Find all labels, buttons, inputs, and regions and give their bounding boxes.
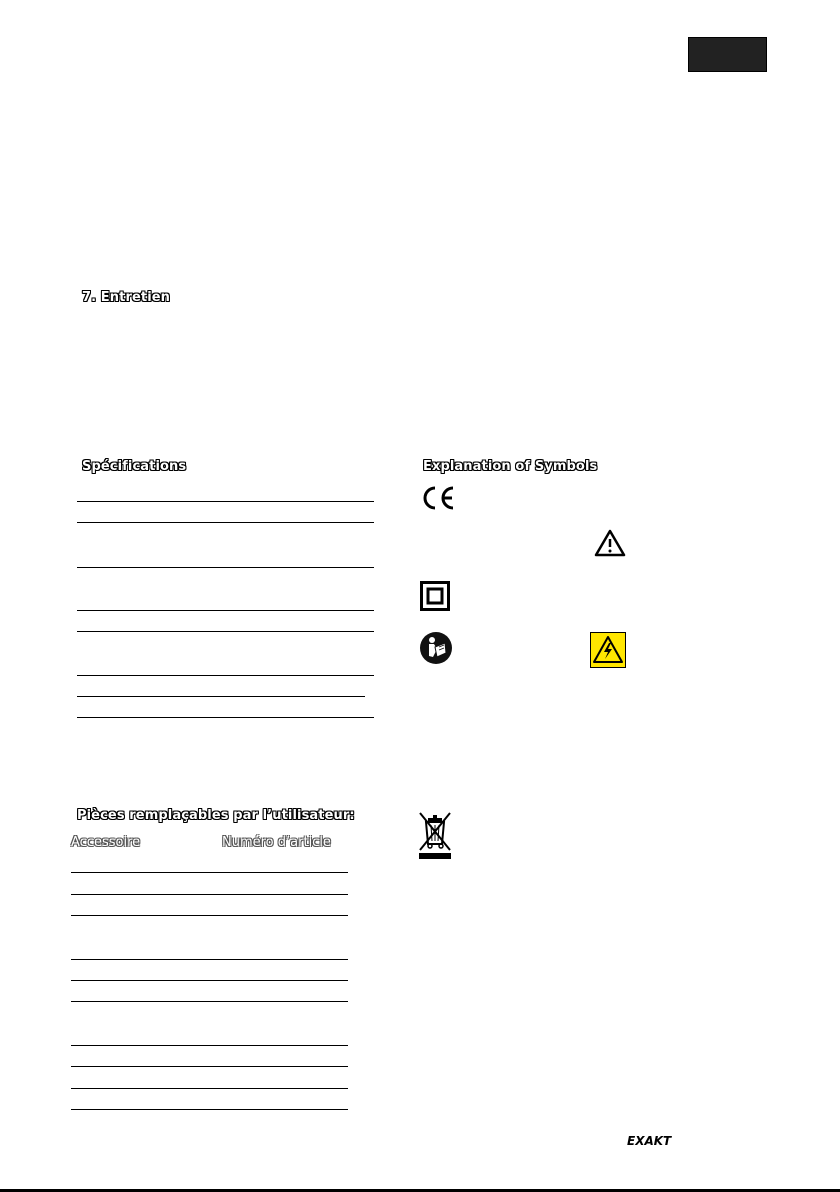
weee-bin-icon <box>417 810 453 860</box>
parts-row-line <box>71 959 348 960</box>
electric-hazard-icon <box>590 632 626 668</box>
specs-heading: Spécifications <box>82 459 187 474</box>
ce-mark-icon <box>419 484 457 512</box>
double-insulation-icon <box>420 581 451 611</box>
parts-row-line <box>71 1066 348 1067</box>
exakt-logo-icon <box>627 1131 675 1149</box>
parts-row-line <box>71 915 348 916</box>
parts-row-line <box>71 872 348 873</box>
svg-text:EXAKT: EXAKT <box>627 1134 672 1148</box>
parts-row-line <box>71 1001 348 1002</box>
specs-row-line <box>77 610 374 611</box>
symbols-heading: Explanation of Symbols <box>423 459 598 474</box>
specs-row-line <box>77 522 374 523</box>
maintenance-heading: 7. Entretien <box>82 290 171 305</box>
specs-row-line <box>77 696 365 697</box>
specs-row-line <box>77 567 374 568</box>
parts-row-line <box>71 980 348 981</box>
specs-row-line <box>77 631 374 632</box>
parts-col-accessory: Accessoire <box>71 835 141 850</box>
parts-row-line <box>71 1109 348 1110</box>
parts-row-line <box>71 894 348 895</box>
parts-col-article: Numéro d’article <box>222 835 331 850</box>
warning-triangle-icon <box>594 529 626 557</box>
language-tab <box>688 37 767 72</box>
parts-row-line <box>71 1045 348 1046</box>
parts-row-line <box>71 1088 348 1089</box>
specs-row-line <box>77 717 374 718</box>
specs-row-line <box>77 501 374 502</box>
read-manual-icon <box>420 632 452 664</box>
parts-heading: Pièces remplaçables par l’utilisateur: <box>77 808 355 823</box>
specs-row-line <box>77 675 374 676</box>
